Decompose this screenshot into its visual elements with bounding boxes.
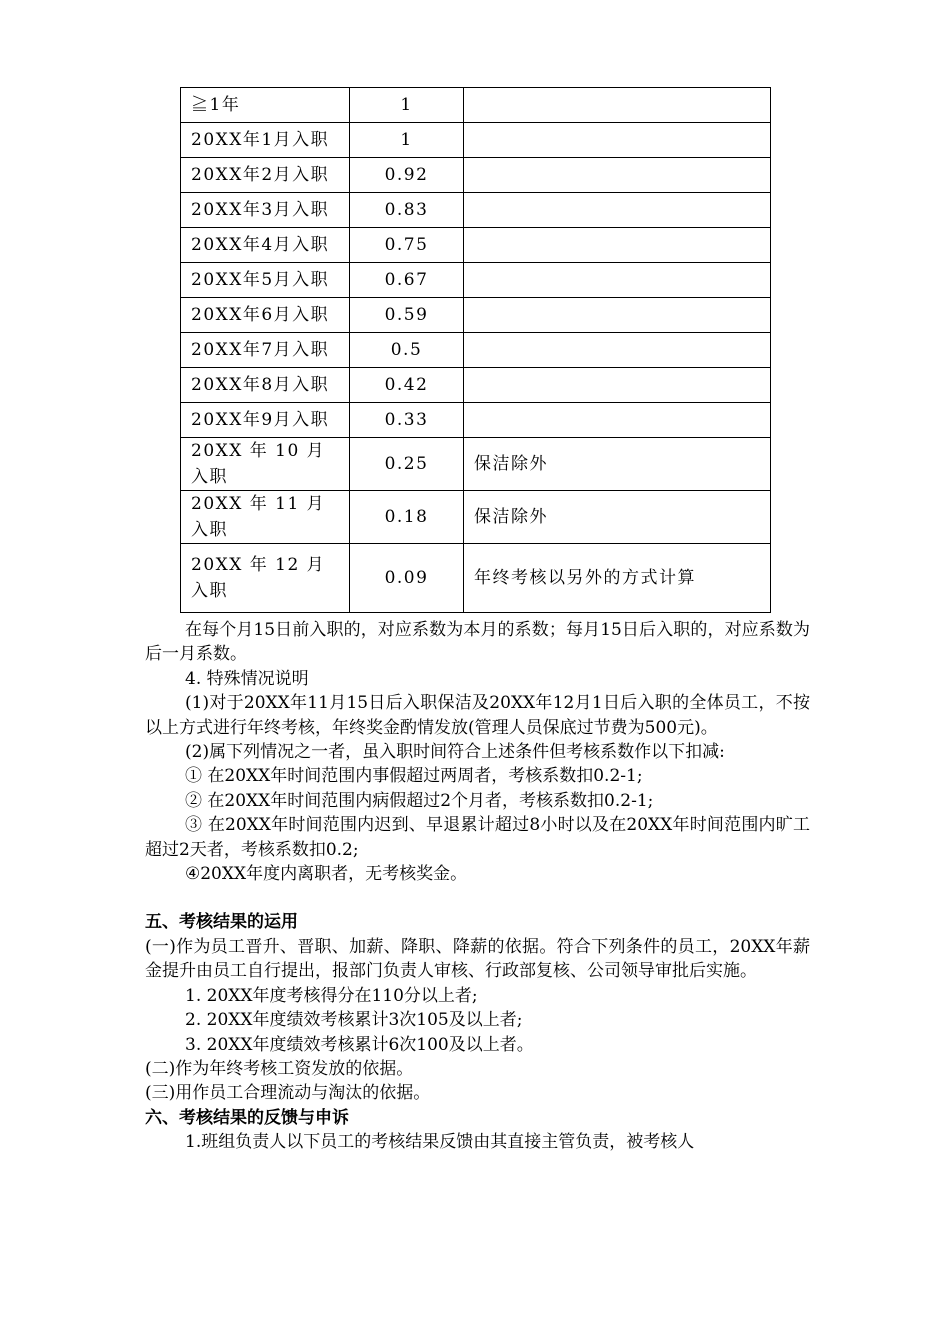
list-item: ④20XX年度内离职者，无考核奖金。 [185,864,468,885]
paragraph: 在每个月15日前入职的，对应系数为本月的系数；每月15日后入职的，对应系数为后一月系数。 [145,620,810,665]
coefficient-cell: 0.09 [350,544,464,613]
entry-period-cell: 20XX 年 10 月入职 [181,438,350,491]
note-cell [464,263,771,298]
note-cell [464,193,771,228]
table-row [181,228,771,263]
table-row [181,333,771,368]
coefficient-cell: 0.67 [350,263,464,298]
note-cell [464,333,771,368]
subsection-title: 4. 特殊情况说明 [185,668,309,689]
entry-period-cell: 20XX年7月入职 [181,333,350,368]
paragraph: (2)属下列情况之一者，虽入职时间符合上述条件但考核系数作以下扣减: [185,742,725,763]
entry-period-cell: 20XX年1月入职 [181,123,350,158]
list-item: 2. 20XX年度绩效考核累计3次105及以上者; [185,1010,523,1031]
list-item: 1. 20XX年度考核得分在110分以上者; [185,985,478,1006]
list-item: ② 在20XX年时间范围内病假超过2个月者，考核系数扣0.2-1; [185,790,654,811]
entry-period-cell: ≧1年 [181,88,350,123]
coefficient-cell: 0.18 [350,491,464,544]
table-row [181,88,771,123]
table-row [181,298,771,333]
document-body [145,618,810,1155]
table-row [181,158,771,193]
note-cell [464,298,771,333]
table-row [181,403,771,438]
section-heading: 五、考核结果的运用 [145,912,298,933]
entry-period-cell: 20XX年6月入职 [181,298,350,333]
coefficient-cell: 0.92 [350,158,464,193]
entry-period-cell: 20XX年5月入职 [181,263,350,298]
entry-period-cell: 20XX 年 12 月入职 [181,544,350,613]
coefficient-cell: 0.83 [350,193,464,228]
paragraph: (二)作为年终考核工资发放的依据。 [145,1058,414,1079]
list-item: ① 在20XX年时间范围内事假超过两周者，考核系数扣0.2-1; [185,766,643,787]
coefficient-cell: 0.75 [350,228,464,263]
table-row [181,491,771,544]
note-cell: 年终考核以另外的方式计算 [464,544,771,613]
note-cell [464,158,771,193]
note-cell: 保洁除外 [464,438,771,491]
note-cell [464,88,771,123]
entry-period-cell: 20XX 年 11 月入职 [181,491,350,544]
table-row [181,193,771,228]
coefficient-cell: 1 [350,88,464,123]
entry-period-cell: 20XX年4月入职 [181,228,350,263]
coefficient-cell: 0.42 [350,368,464,403]
table-row [181,123,771,158]
paragraph: (三)用作员工合理流动与淘汰的依据。 [145,1083,431,1104]
list-item: 3. 20XX年度绩效考核累计6次100及以上者。 [185,1034,534,1055]
table-row [181,368,771,403]
note-cell: 保洁除外 [464,491,771,544]
coefficient-cell: 0.25 [350,438,464,491]
coefficient-table [180,87,771,613]
note-cell [464,123,771,158]
entry-period-cell: 20XX年3月入职 [181,193,350,228]
list-item: ③ 在20XX年时间范围内迟到、早退累计超过8小时以及在20XX年时间范围内旷工超过2天者，考核系数扣0.2; [145,815,810,860]
coefficient-cell: 1 [350,123,464,158]
note-cell [464,368,771,403]
paragraph: 1.班组负责人以下员工的考核结果反馈由其直接主管负责，被考核人 [185,1132,695,1153]
table-row [181,263,771,298]
entry-period-cell: 20XX年2月入职 [181,158,350,193]
paragraph: (1)对于20XX年11月15日后入职保洁及20XX年12月1日后入职的全体员工，不按以上方式进行年终考核，年终奖金酌情发放(管理人员保底过节费为500元)。 [145,693,810,738]
section-heading: 六、考核结果的反馈与申诉 [145,1107,349,1128]
entry-period-cell: 20XX年9月入职 [181,403,350,438]
note-cell [464,228,771,263]
entry-period-cell: 20XX年8月入职 [181,368,350,403]
note-cell [464,403,771,438]
paragraph: (一)作为员工晋升、晋职、加薪、降职、降薪的依据。符合下列条件的员工，20XX年薪金提升由员工自行提出，报部门负责人审核、行政部复核、公司领导审批后实施。 [145,936,810,982]
table-row [181,438,771,491]
table-row [181,544,771,613]
coefficient-cell: 0.33 [350,403,464,438]
coefficient-cell: 0.59 [350,298,464,333]
coefficient-cell: 0.5 [350,333,464,368]
